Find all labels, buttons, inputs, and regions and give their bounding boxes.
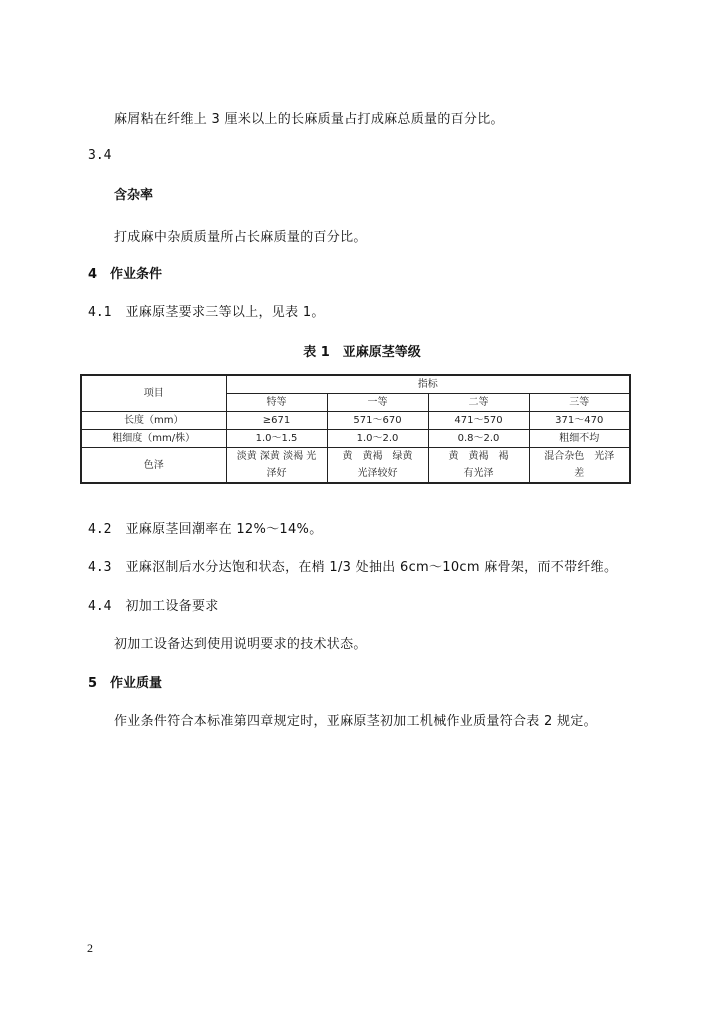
- section-4-2: [88, 518, 323, 537]
- index-header: 指标: [226, 375, 630, 394]
- section-4-1-text: 亚麻原茎要求三等以上，见表 1。: [125, 305, 325, 320]
- table-cell: [529, 448, 630, 484]
- section-4-number: 4: [88, 267, 98, 282]
- cell-line: 黄 黄褐 绿黄: [342, 451, 413, 462]
- section-4-3-text: 亚麻沤制后水分达饱和状态，在梢 1/3 处抽出 6cm～10cm 麻骨架，而不带纤维。: [125, 560, 618, 575]
- table-flax-grades: [80, 374, 631, 484]
- section-4-heading: [88, 263, 162, 282]
- section-3-4-title: 含杂率: [114, 188, 154, 203]
- section-5-text: 作业条件符合本标准第四章规定时，亚麻原茎初加工机械作业质量符合表 2 规定。: [114, 714, 597, 729]
- cell-line: 混合杂色 光泽: [544, 451, 615, 462]
- cell-line: 光泽较好: [357, 468, 398, 479]
- section-3-4-number: 3.4: [88, 148, 112, 163]
- section-4-4: [88, 595, 219, 614]
- section-4-4-text: 初加工设备达到使用说明要求的技术状态。: [114, 637, 367, 652]
- page-number: 2: [87, 941, 93, 955]
- section-4-3: [88, 556, 617, 575]
- section-4-4-number: 4.4: [88, 599, 112, 614]
- cell-line: 差: [574, 468, 585, 479]
- table-cell: [226, 448, 327, 484]
- section-4-4-title: 初加工设备要求: [125, 599, 219, 614]
- row-label: 长度（mm）: [81, 412, 226, 430]
- section-4-2-number: 4.2: [88, 522, 112, 537]
- row-label: 色泽: [81, 448, 226, 484]
- item-header: 项目: [81, 375, 226, 412]
- table-cell: 371～470: [529, 412, 630, 430]
- table-cell: 0.8～2.0: [428, 430, 529, 448]
- grade-header: 特等: [226, 394, 327, 412]
- table-row-length: [81, 412, 630, 430]
- table-header-row: [81, 375, 630, 394]
- cell-line: 有光泽: [463, 468, 494, 479]
- cell-line: 黄 黄褐 褐: [448, 451, 509, 462]
- section-4-title: 作业条件: [110, 267, 163, 282]
- section-5-number: 5: [88, 676, 98, 691]
- table-cell: 471～570: [428, 412, 529, 430]
- table-1-caption: 表 1 亚麻原茎等级: [303, 345, 421, 360]
- grade-header: 一等: [327, 394, 428, 412]
- grade-header: 三等: [529, 394, 630, 412]
- section-5-title: 作业质量: [110, 676, 163, 691]
- table-cell: 1.0～2.0: [327, 430, 428, 448]
- table-cell: 粗细不均: [529, 430, 630, 448]
- section-4-2-text: 亚麻原茎回潮率在 12%～14%。: [125, 522, 323, 537]
- row-label: 粗细度（mm/株）: [81, 430, 226, 448]
- table-row-thickness: [81, 430, 630, 448]
- section-5-heading: [88, 672, 162, 691]
- table-cell: 571～670: [327, 412, 428, 430]
- section-3-4-text: 打成麻中杂质质量所占长麻质量的百分比。: [114, 230, 367, 245]
- section-4-1-number: 4.1: [88, 305, 112, 320]
- section-4-3-number: 4.3: [88, 560, 112, 575]
- paragraph-definition-end: 麻屑粘在纤维上 3 厘米以上的长麻质量占打成麻总质量的百分比。: [114, 112, 504, 127]
- cell-line: 淡黄 深黄 淡褐 光: [236, 451, 317, 462]
- cell-line: 泽好: [266, 468, 287, 479]
- grade-header: 二等: [428, 394, 529, 412]
- section-4-1: [88, 301, 325, 320]
- table-cell: ≥671: [226, 412, 327, 430]
- table-cell: [327, 448, 428, 484]
- table-row-color: [81, 448, 630, 484]
- table-cell: [428, 448, 529, 484]
- table-cell: 1.0～1.5: [226, 430, 327, 448]
